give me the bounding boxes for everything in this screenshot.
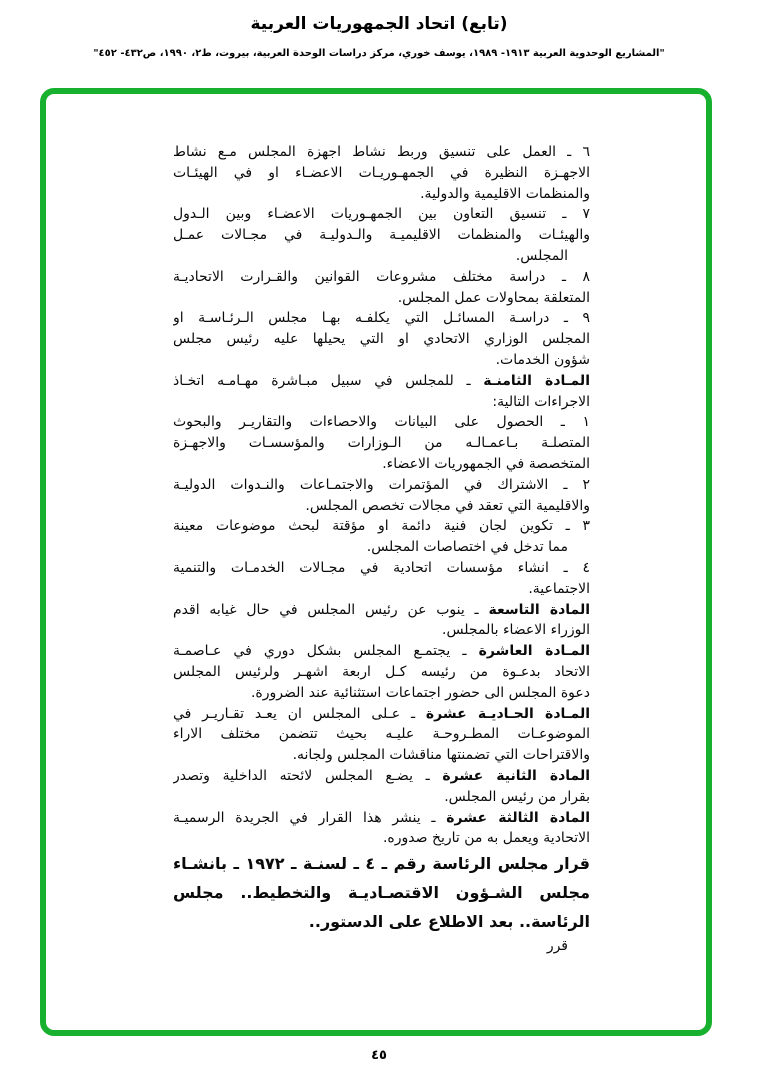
decree-heading: مجلس الشـؤون الاقتصـاديـة والتخطيط.. مجلس xyxy=(173,883,590,903)
line-text: ٨ ـ دراسة مختلف مشروعات القوانين والقـرارت الاتحاديـة xyxy=(173,268,590,285)
text-line xyxy=(173,163,590,184)
text-line xyxy=(173,371,590,392)
text-line xyxy=(173,246,590,267)
article-heading: المادة التاسعة xyxy=(488,601,590,618)
page-number: ٤٥ xyxy=(371,1048,387,1063)
line-text: والاقتراحات التي تضمنتها مناقشات المجلس ولجانه. xyxy=(292,747,590,764)
line-text: والمنظمات الاقليمية والدولية. xyxy=(420,185,590,202)
text-line xyxy=(173,204,590,225)
line-text: والاقليمية التي تعقد في مجالات تخصص المجلس. xyxy=(305,497,590,514)
line-text: ـ ينشر هذا القرار في الجريدة الرسميـة xyxy=(173,809,447,826)
text-column xyxy=(173,142,590,957)
line-text: ٦ ـ العمل على تنسيق وربط نشاط اجهزة المجلس مـع نشاط xyxy=(173,144,590,160)
text-line xyxy=(173,849,590,878)
line-text: والهيئـات والمنظمات الاقليميـة والـدوليـة في مجـالات عمـل xyxy=(173,227,590,244)
line-text: المجلس. xyxy=(515,247,568,264)
line-text: الاجتماعية. xyxy=(528,580,590,597)
text-line xyxy=(173,936,590,957)
line-text: المتخصصة في الجمهوريات الاعضاء. xyxy=(382,455,590,472)
line-text: الاجهـزة النظيرة في الجمهـوريـات الاعضـاء او في الهيئـات xyxy=(173,164,590,181)
line-text: الاجراءات التالية: xyxy=(492,393,590,410)
line-text: الوزراء الاعضاء بالمجلس. xyxy=(442,622,590,639)
text-line xyxy=(173,184,590,205)
text-line xyxy=(173,267,590,288)
text-line xyxy=(173,350,590,371)
text-line xyxy=(173,496,590,517)
text-line xyxy=(173,808,590,829)
text-line xyxy=(173,787,590,808)
article-heading: المـادة العاشرة xyxy=(478,643,590,660)
text-line xyxy=(173,329,590,350)
text-line xyxy=(173,745,590,766)
text-line xyxy=(173,828,590,849)
line-text: ٤ ـ انشاء مؤسسات اتحادية في مجـالات الخدمـات والتنمية xyxy=(173,559,590,576)
line-text: ـ يجتمـع المجلس بشكل دوري في عـاصمـة xyxy=(173,643,479,660)
line-text: المجلس الوزاري الاتحادي او التي يحيلها عليه رئيس مجلس xyxy=(173,331,590,348)
line-text: المتصلـة بـاعمـالـه من الـوزارات والمؤسسـات والاجهـزة xyxy=(173,435,590,452)
decree-heading: قرار مجلس الرئاسة رقم ـ ٤ ـ لسنـة ـ ١٩٧٢ ـ بانشـاء xyxy=(173,854,590,874)
article-heading: المادة الثانية عشرة xyxy=(442,767,590,784)
text-line xyxy=(173,454,590,475)
text-line xyxy=(173,620,590,641)
text-line xyxy=(173,662,590,683)
text-line xyxy=(173,288,590,309)
line-text: ـ للمجلس في سبيل مبـاشرة مهـامـه اتخـاذ xyxy=(173,372,484,389)
line-text: المتعلقة بمحاولات عمل المجلس. xyxy=(397,289,590,306)
text-line xyxy=(173,600,590,621)
line-text: شؤون الخدمات. xyxy=(495,351,590,368)
line-text: ـ عـلى المجلس ان يعـد تقـاريـر في xyxy=(173,705,426,722)
text-line xyxy=(173,907,590,936)
page-title: (تابع) اتحاد الجمهوريات العربية xyxy=(250,14,508,34)
text-line xyxy=(173,641,590,662)
line-text: ٩ ـ دراسـة المسائـل التي يكلفـه بهـا مجلس الـرئـاسـة او xyxy=(173,310,590,327)
text-line xyxy=(173,579,590,600)
line-text: الاتحادية ويعمل به من تاريخ صدوره. xyxy=(382,830,590,847)
line-text: ٣ ـ تكوين لجان فنية دائمة او مؤقتة لبحث موضوعات معينة xyxy=(173,518,590,535)
text-line xyxy=(173,433,590,454)
text-line xyxy=(173,766,590,787)
text-line xyxy=(173,516,590,537)
text-line xyxy=(173,558,590,579)
article-heading: المـادة الحـاديـة عشرة xyxy=(425,705,590,722)
line-text: ٧ ـ تنسيق التعاون بين الجمهـوريات الاعضـاء وبين الـدول xyxy=(173,206,590,223)
text-line xyxy=(173,475,590,496)
text-line xyxy=(173,142,590,163)
line-text: ٢ ـ الاشتراك في المؤتمرات والاجتمـاعات والنـدوات الدوليـة xyxy=(173,476,590,493)
article-heading: المـادة الثامنـة xyxy=(483,372,590,389)
line-text: قرر xyxy=(546,938,568,955)
line-text: مما تدخل في اختصاصات المجلس. xyxy=(366,539,568,556)
line-text: بقرار من رئيس المجلس. xyxy=(444,788,590,805)
line-text: دعوة المجلس الى حضور اجتماعات استثنائية عند الضرورة. xyxy=(250,684,590,701)
text-line xyxy=(173,878,590,907)
text-line xyxy=(173,537,590,558)
article-heading: المادة الثالثة عشرة xyxy=(446,809,590,826)
line-text: الاتحاد بدعـوة من رئيسه كـل اربعة اشهـر ولرئيس المجلس xyxy=(173,663,590,680)
line-text: ـ يضـع المجلس لائحته الداخلية وتصدر xyxy=(173,767,443,784)
text-line xyxy=(173,225,590,246)
text-line xyxy=(173,308,590,329)
text-line xyxy=(173,412,590,433)
text-line xyxy=(173,392,590,413)
source-citation: "المشاريع الوحدوية العربية ١٩١٣- ١٩٨٩، يوسف خوري، مركز دراسات الوحدة العربية، بيروت، ط٢، ١٩٩٠، ص٤٣٢- ٤٥٢" xyxy=(93,48,665,59)
decree-heading: الرئاسة.. بعد الاطلاع على الدستور.. xyxy=(308,912,590,932)
text-line xyxy=(173,683,590,704)
line-text: ـ ينوب عن رئيس المجلس في حال غيابه اقدم xyxy=(173,601,489,618)
text-line xyxy=(173,724,590,745)
text-line xyxy=(173,704,590,725)
line-text: ١ ـ الحصول على البيانات والاحصاءات والتقاريـر والبحوث xyxy=(173,414,590,431)
line-text: الموضوعـات المطـروحـة عليـه بحيث تتضمن مختلف الاراء xyxy=(173,726,590,743)
